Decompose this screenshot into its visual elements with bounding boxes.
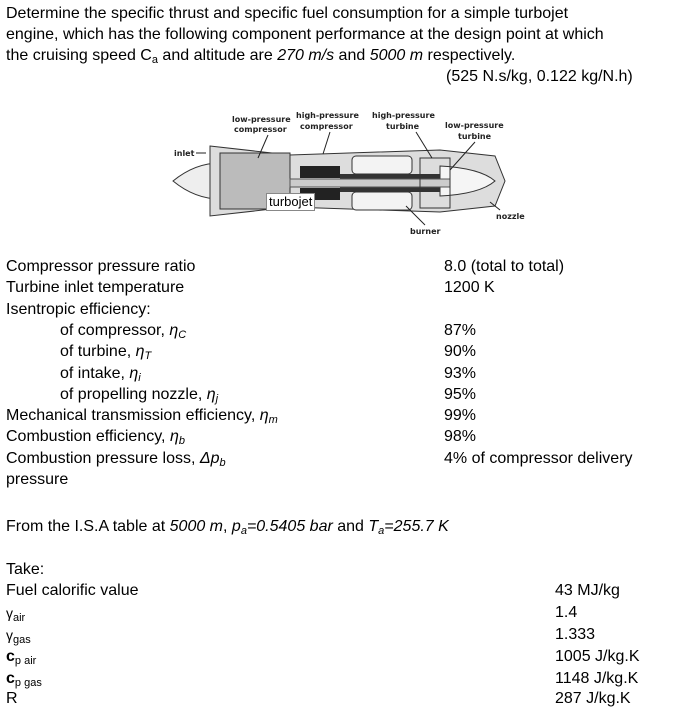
spec-value: 87%: [444, 321, 477, 339]
label-hpc-1: high-pressure: [296, 111, 359, 120]
symbol: η: [169, 428, 179, 446]
spec-value: 4% of compressor delivery: [444, 449, 633, 467]
spec-label: [60, 365, 141, 383]
symbol-subscript: b: [178, 435, 185, 448]
symbol-subscript: j: [215, 392, 219, 405]
temperature-value: =255.7 K: [384, 518, 449, 535]
text: a: [378, 525, 385, 537]
text: Isentropic efficiency:: [6, 300, 151, 318]
symbol-subscript: p air: [14, 655, 37, 667]
constant-value: 1148 J/kg.K: [555, 670, 639, 687]
spec-label: [6, 407, 278, 425]
symbol: η: [169, 321, 179, 339]
speed-value: 270 m/s: [277, 47, 335, 64]
text: Combustion efficiency,: [6, 428, 170, 446]
constant-label: [6, 690, 18, 708]
pressure-value: =0.5405 bar: [246, 518, 333, 535]
spec-label: [60, 386, 218, 404]
problem-line-1: Determine the specific thrust and specific fuel consumption for a simple turbojet: [6, 5, 569, 22]
text: and: [332, 518, 369, 535]
symbol-subscript: p gas: [14, 677, 42, 689]
text: From the I.S.A table at: [6, 518, 170, 535]
symbol-subscript: m: [268, 414, 278, 427]
constant-value: 1005 J/kg.K: [555, 648, 640, 665]
spec-label-continued: pressure: [6, 470, 69, 488]
symbol: c: [6, 670, 15, 687]
spec-value: 8.0 (total to total): [444, 258, 565, 275]
text: and altitude are: [157, 47, 278, 64]
constant-label: [6, 604, 25, 623]
turbojet-schematic: [140, 108, 540, 243]
text: p: [231, 518, 241, 535]
constant-label: [6, 582, 139, 600]
label-nozzle: nozzle: [496, 212, 525, 221]
label-lpc-2: compressor: [234, 125, 287, 134]
problem-line-3: [6, 47, 515, 65]
constant-value: 1.4: [555, 604, 578, 621]
symbol: η: [206, 385, 216, 403]
symbol: γ: [6, 627, 13, 643]
symbol-subscript: T: [144, 350, 152, 363]
text: Turbine inlet temperature: [6, 279, 185, 297]
text: of compressor,: [60, 321, 170, 339]
spec-value: 90%: [444, 343, 477, 361]
spec-label: [6, 279, 184, 297]
text: a: [151, 54, 158, 66]
spec-label: [6, 258, 195, 276]
constant-label: [6, 670, 42, 688]
text: of propelling nozzle,: [60, 385, 207, 403]
label-lpt-1: low-pressure: [445, 121, 504, 130]
constant-value: 287 J/kg.K: [555, 690, 631, 707]
text: T: [368, 518, 379, 535]
label-burner: burner: [410, 227, 441, 236]
label-hpt-1: high-pressure: [372, 111, 435, 120]
symbol: η: [259, 407, 269, 425]
symbol-subscript: gas: [13, 634, 31, 646]
spec-label: [6, 428, 185, 446]
diagram-caption: turbojet: [266, 193, 315, 211]
label-lpt-2: turbine: [458, 132, 492, 141]
altitude-value: 5000 m: [369, 47, 424, 64]
take-title: Take:: [6, 561, 45, 578]
spec-label: [60, 322, 186, 340]
spec-value: 93%: [444, 364, 477, 382]
text: and: [334, 47, 370, 64]
symbol-subscript: C: [178, 328, 187, 341]
label-hpc-2: compressor: [300, 122, 353, 131]
turbojet-diagram: [140, 108, 540, 243]
text: the cruising speed C: [6, 47, 152, 64]
spec-value: 1200 K: [444, 279, 495, 297]
spec-value: 95%: [444, 385, 477, 403]
symbol-subscript: b: [219, 456, 226, 469]
isa-line: [6, 518, 449, 536]
text: 5000 m: [169, 518, 224, 535]
text: of turbine,: [60, 343, 136, 361]
spec-value: 99%: [444, 407, 477, 425]
symbol-subscript: air: [13, 612, 26, 624]
spec-label: [60, 343, 151, 361]
text: of intake,: [60, 364, 130, 382]
label-hpt-2: turbine: [386, 122, 420, 131]
constant-label: [6, 648, 36, 666]
spec-label: [6, 450, 226, 468]
symbol-subscript: i: [138, 371, 141, 384]
spec-value: 98%: [444, 428, 477, 446]
text: respectively.: [423, 47, 516, 64]
symbol: η: [129, 364, 139, 382]
text: a: [240, 525, 247, 537]
label-inlet: inlet: [174, 149, 195, 158]
symbol: η: [135, 343, 145, 361]
constant-label: [6, 626, 31, 645]
answer: (525 N.s/kg, 0.122 kg/N.h): [446, 68, 633, 85]
text: R: [6, 690, 18, 707]
symbol: γ: [6, 605, 13, 621]
symbol: c: [6, 648, 15, 665]
spec-label: [6, 301, 151, 319]
text: Fuel calorific value: [6, 582, 139, 599]
symbol: Δp: [199, 449, 220, 467]
text: ,: [223, 518, 232, 535]
constant-value: 43 MJ/kg: [555, 582, 620, 599]
text: Compressor pressure ratio: [6, 258, 196, 275]
text: Combustion pressure loss,: [6, 449, 200, 467]
text: Mechanical transmission efficiency,: [6, 407, 260, 425]
label-lpc-1: low-pressure: [232, 115, 291, 124]
constant-value: 1.333: [555, 626, 596, 643]
problem-line-2: engine, which has the following component performance at the design point at which: [6, 26, 604, 43]
